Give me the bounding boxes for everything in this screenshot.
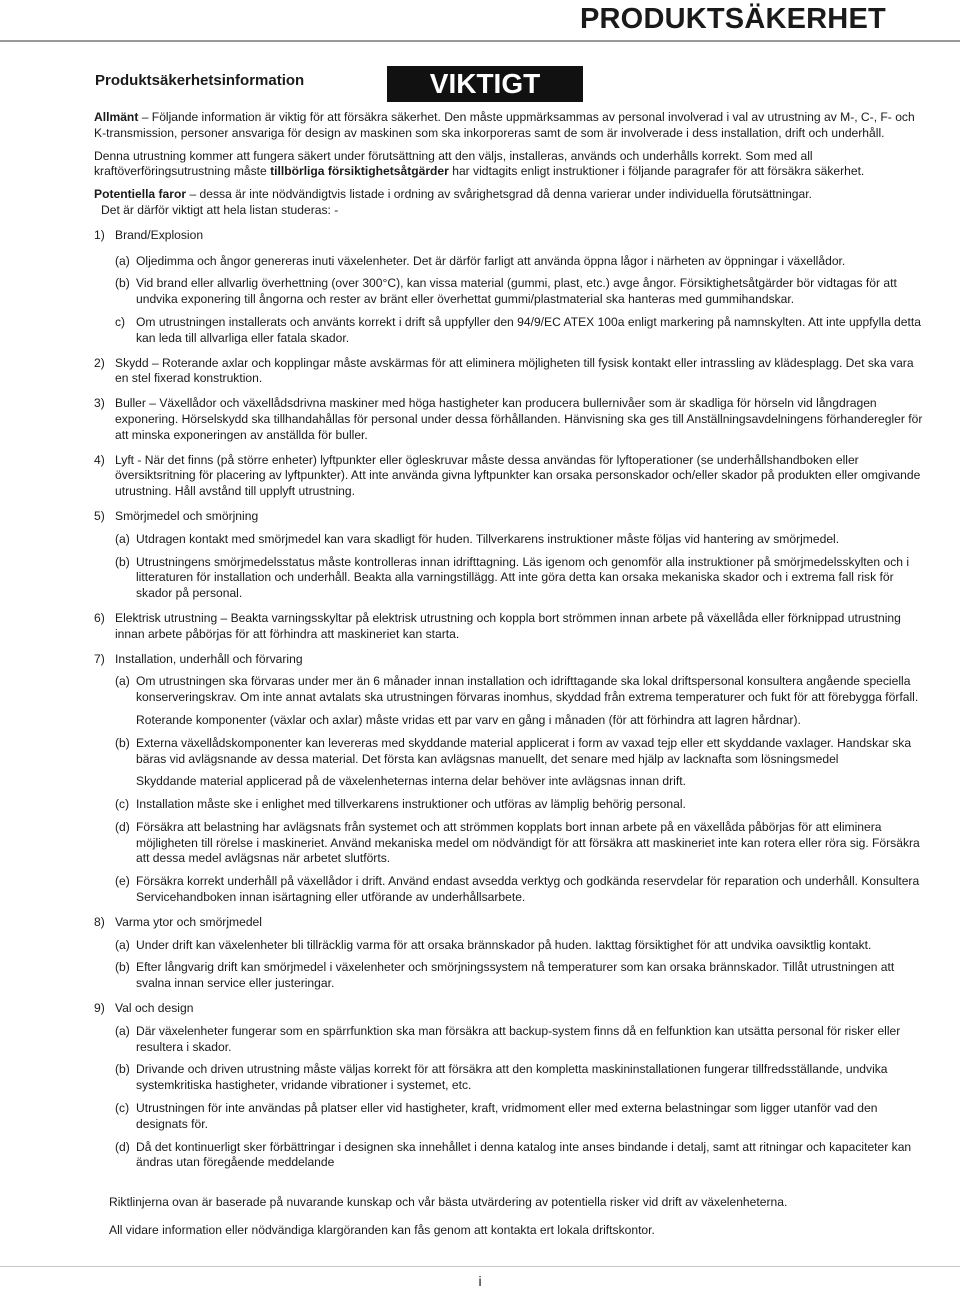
- sub-item: [115, 276, 926, 308]
- safety-paragraph: [94, 149, 926, 181]
- item-number: 9): [94, 1001, 105, 1016]
- sub-text: Externa växellådskomponenter kan levereras med skyddande material applicerat i form av vaxad tejp eller ett skyddande vaxlager. Handskar ska bäras vid avlägsnande av dessa material. Det första kan avlägsnas manuellt, det senare med hjälp av lacknafta som lösningsmedel: [136, 735, 912, 766]
- list-item-fire: [94, 228, 926, 244]
- hazards-text: – dessa är inte nödvändigtvis listade i ordning av svårighetsgrad då denna varierar under individuella förutsättningar.: [186, 187, 812, 202]
- sub-item: [115, 315, 926, 347]
- sub-note: Skyddande material applicerad på de växelenheternas interna delar behöver inte avlägsnas innan drift.: [136, 774, 686, 789]
- sub-item: [115, 1140, 926, 1172]
- closing-paragraph-1: Riktlinjerna ovan är baserade på nuvarande kunskap och vår bästa utvärdering av potentiella risker vid drift av växelenheterna.: [109, 1195, 788, 1210]
- item-title: Varma ytor och smörjmedel: [115, 914, 262, 929]
- sub-label: (a): [115, 674, 130, 689]
- sub-label: (c): [115, 797, 130, 812]
- item-number: 3): [94, 396, 105, 411]
- intro-paragraph: [94, 110, 926, 142]
- sub-label: (b): [115, 960, 130, 975]
- sub-item: [115, 736, 926, 768]
- sub-text: Utrustningens smörjmedelsstatus måste kontrolleras innan idrifttagning. Läs igenom och genomför alla instruktioner på smörjmedelsskylten och i litteraturen för installation och underhåll. Beakta alla varningstillägg. Att inte göra detta kan orsaka mekaniska skador och i extrema fall risk för skador på personal.: [136, 554, 910, 601]
- sub-text: Vid brand eller allvarlig överhettning (over 300°C), kan vissa material (gummi, plast, etc.) avge ångor. Försiktighetsåtgärder bör vidtagas för att undvika exponering till ångorna och rester av bränt eller överhettat gummi/plastmaterial ska hanteras med gummihandskar.: [136, 276, 897, 307]
- sub-text: Då det kontinuerligt sker förbättringar i designen ska innehållet i denna katalog inte anses bindande i detalj, samt att ritningar och kapaciteter kan ändras utan föregående meddelande: [136, 1139, 912, 1170]
- list-item-installation: [94, 652, 926, 668]
- sub-text: Om utrustningen ska förvaras under mer än 6 månader innan installation och idrifttagande ska lokal driftspersonal konsultera angående speciella konserveringskrav. Om inte annat avtalats ska utrustningen förvaras inomhus, skyddad från extrema temperaturer och fukt för att förebygga förfall.: [136, 674, 919, 705]
- sub-text: Installation måste ske i enlighet med tillverkarens instruktioner och utföras av lämplig behörig personal.: [136, 797, 686, 812]
- document-body: [94, 110, 926, 1239]
- sub-label: (b): [115, 1062, 130, 1077]
- sub-item: [115, 797, 926, 813]
- sub-label: (a): [115, 531, 130, 546]
- sub-label: (d): [115, 819, 130, 834]
- sub-item: [115, 532, 926, 548]
- item-title: Val och design: [115, 1001, 194, 1016]
- intro-text: – Följande information är viktig för att försäkra säkerhet. Den måste uppmärksammas av personal involverad i val av utrustning av M-, C-, F- och K-transmission, personer ansvariga för design av maskinen som ska inkorporeras samt de som är involverade i dess installation, drift och underhåll.: [94, 110, 915, 140]
- list-item-noise: [94, 396, 926, 443]
- closing-paragraph-2: All vidare information eller nödvändiga klargöranden kan fås genom att kontakta ert lokala driftskontor.: [109, 1223, 655, 1238]
- sub-item: [115, 960, 926, 992]
- hazards-paragraph: [94, 187, 926, 203]
- list-item-electrical: [94, 611, 926, 643]
- item-text: Lyft - När det finns (på större enheter) lyftpunkter eller ögleskruvar måste dessa användas för lyftoperationer (se underhållshandboken eller översiktsritning för placering av lyftpunkter). Att inte använda givna lyftpunkter kan orsaka personskador och/eller skador på produkten eller omgivande utrustning. Håll avstånd till upplyft utrustning.: [115, 452, 921, 499]
- sub-label: (c): [115, 1101, 130, 1116]
- sub-label: (b): [115, 276, 130, 291]
- item-number: 5): [94, 508, 105, 523]
- sub-item: [115, 254, 926, 270]
- item-number: 6): [94, 610, 105, 625]
- sub-text: Efter långvarig drift kan smörjmedel i växelenheter och smörjningssystem nå temperaturer som kan orsaka brännskador. Tillåt utrustningen att svalna innan service eller justeringar.: [136, 960, 895, 991]
- sub-text: Utrustningen för inte användas på platser eller vid hastigheter, kraft, vridmoment eller med externa belastningar som ligger utanför vad den designats för.: [136, 1101, 878, 1131]
- header-divider: [0, 40, 960, 42]
- sub-item: [115, 1101, 926, 1133]
- safety-text-b: har vidtagits enligt instruktioner i följande paragrafer för att försäkra säkerhet.: [448, 164, 865, 179]
- footer-divider: [0, 1266, 960, 1267]
- sub-text: Oljedimma och ångor genereras inuti växelenheter. Det är därför farligt att använda öppna lågor i närheten av öppningar i växellådor.: [136, 253, 846, 268]
- sub-label: (a): [115, 937, 130, 952]
- sub-text: Försäkra att belastning har avlägsnats från systemet och att strömmen kopplats bort innan arbete på en växellåda påbörjas för att eliminera möjligheten till rörelse i maskineriet. Använd mekaniska medel om nödvändigt för att försäkra att maskineriet inte kan rotera eller röra sig. Försäkra att dessa medel avlägsnas när arbetet slutförts.: [136, 819, 920, 866]
- sub-text: Om utrustningen installerats och använts korrekt i drift så uppfyller den 94/9/EC ATEX 100a enligt markering på namnskylten. Att inte uppfylla detta kan leda till allvarliga eller fatala skador.: [136, 314, 921, 345]
- sub-item: [115, 1024, 926, 1056]
- item-number: 7): [94, 651, 105, 666]
- item-text: Elektrisk utrustning – Beakta varningsskyltar på elektrisk utrustning och koppla bort strömmen innan arbete på växellåda eller förknippad utrustning innan arbete påbörjas för att förhindra att maskineriet kan starta.: [115, 610, 901, 641]
- sub-text: Under drift kan växelenheter bli tillräcklig varma för att orsaka brännskador på huden. Iakttag försiktighet för att undvika oavsiktlig kontakt.: [136, 937, 872, 952]
- item-number: 2): [94, 355, 105, 370]
- sub-item: [115, 938, 926, 954]
- sub-label: (b): [115, 554, 130, 569]
- item-number: 1): [94, 227, 105, 242]
- item-title: Smörjmedel och smörjning: [115, 508, 259, 523]
- intro-lead: Allmänt: [94, 110, 139, 124]
- list-item-selection: [94, 1001, 926, 1017]
- sub-text: Försäkra korrekt underhåll på växellådor i drift. Använd endast avsedda verktyg och godkända reservdelar för reparation och underhåll. Konsultera Servicehandboken innan isärtagning eller utförande av underhållsarbete.: [136, 874, 920, 905]
- hazards-lead: Potentiella faror: [94, 187, 187, 202]
- sub-item: [115, 1062, 926, 1094]
- sub-label: (a): [115, 253, 130, 268]
- safety-bold: tillbörliga försiktighetsåtgärder: [270, 164, 449, 179]
- item-text: Buller – Växellådor och växellådsdrivna maskiner med höga hastigheter kan producera bullernivåer som är skadliga för hörseln vid långdragen exponering. Hörselskydd ska tillhandahållas för personal under dessa förhållanden. Hänvisning ska ges till Anställningsavdelningens förhanderegler för att minska exponeringen av anställda för buller.: [115, 396, 923, 442]
- sub-label: (a): [115, 1023, 130, 1038]
- list-item-lifting: [94, 453, 926, 500]
- sub-item: [115, 820, 926, 867]
- safety-text-a: Denna utrustning kommer att fungera säkert under förutsättning att den väljs, installeras, används och underhålls korrekt. Som med all kraftöverföringsutrustning måste: [94, 148, 813, 179]
- important-banner: VIKTIGT: [387, 66, 583, 102]
- page-header-title: PRODUKTSÄKERHET: [580, 3, 886, 35]
- section-title: Produktsäkerhetsinformation: [95, 72, 305, 89]
- sub-text: Utdragen kontakt med smörjmedel kan vara skadligt för huden. Tillverkarens instruktioner måste följas vid hantering av smörjmedel.: [136, 531, 840, 546]
- sub-item: [115, 674, 926, 706]
- sub-label: (e): [115, 874, 130, 889]
- sub-text: Drivande och driven utrustning måste väljas korrekt för att försäkra att den kompletta maskininstallationen fungerar tillfredsställande, undvika systemkritiska hastigheter, vridande vibrationer i systemet, etc.: [136, 1062, 888, 1093]
- item-number: 4): [94, 452, 105, 467]
- sub-item: [115, 874, 926, 906]
- sub-label: (b): [115, 735, 130, 750]
- list-item-hot-surfaces: [94, 915, 926, 931]
- item-number: 8): [94, 914, 105, 929]
- page-number: i: [478, 1273, 482, 1289]
- sub-text: Där växelenheter fungerar som en spärrfunktion ska man försäkra att backup-system finns då en felfunktion kan utsätta personal för risker eller resultera i skador.: [136, 1023, 901, 1054]
- sub-item: [115, 555, 926, 602]
- sub-label: c): [115, 314, 126, 329]
- item-text: Skydd – Roterande axlar och kopplingar måste avskärmas för att eliminera möjligheten till fysisk kontakt eller intrassling av klädesplagg. Det ska vara en stel fixerad konstruktion.: [115, 355, 914, 386]
- item-title: Brand/Explosion: [115, 227, 204, 242]
- study-list-note: Det är därför viktigt att hela listan studeras: -: [101, 202, 339, 217]
- list-item-lubricants: [94, 509, 926, 525]
- item-title: Installation, underhåll och förvaring: [115, 651, 303, 666]
- sub-label: (d): [115, 1139, 130, 1154]
- list-item-guards: [94, 356, 926, 388]
- sub-note: Roterande komponenter (växlar och axlar) måste vridas ett par varv en gång i månaden (för att förhindra att lagren hårdnar).: [136, 712, 801, 727]
